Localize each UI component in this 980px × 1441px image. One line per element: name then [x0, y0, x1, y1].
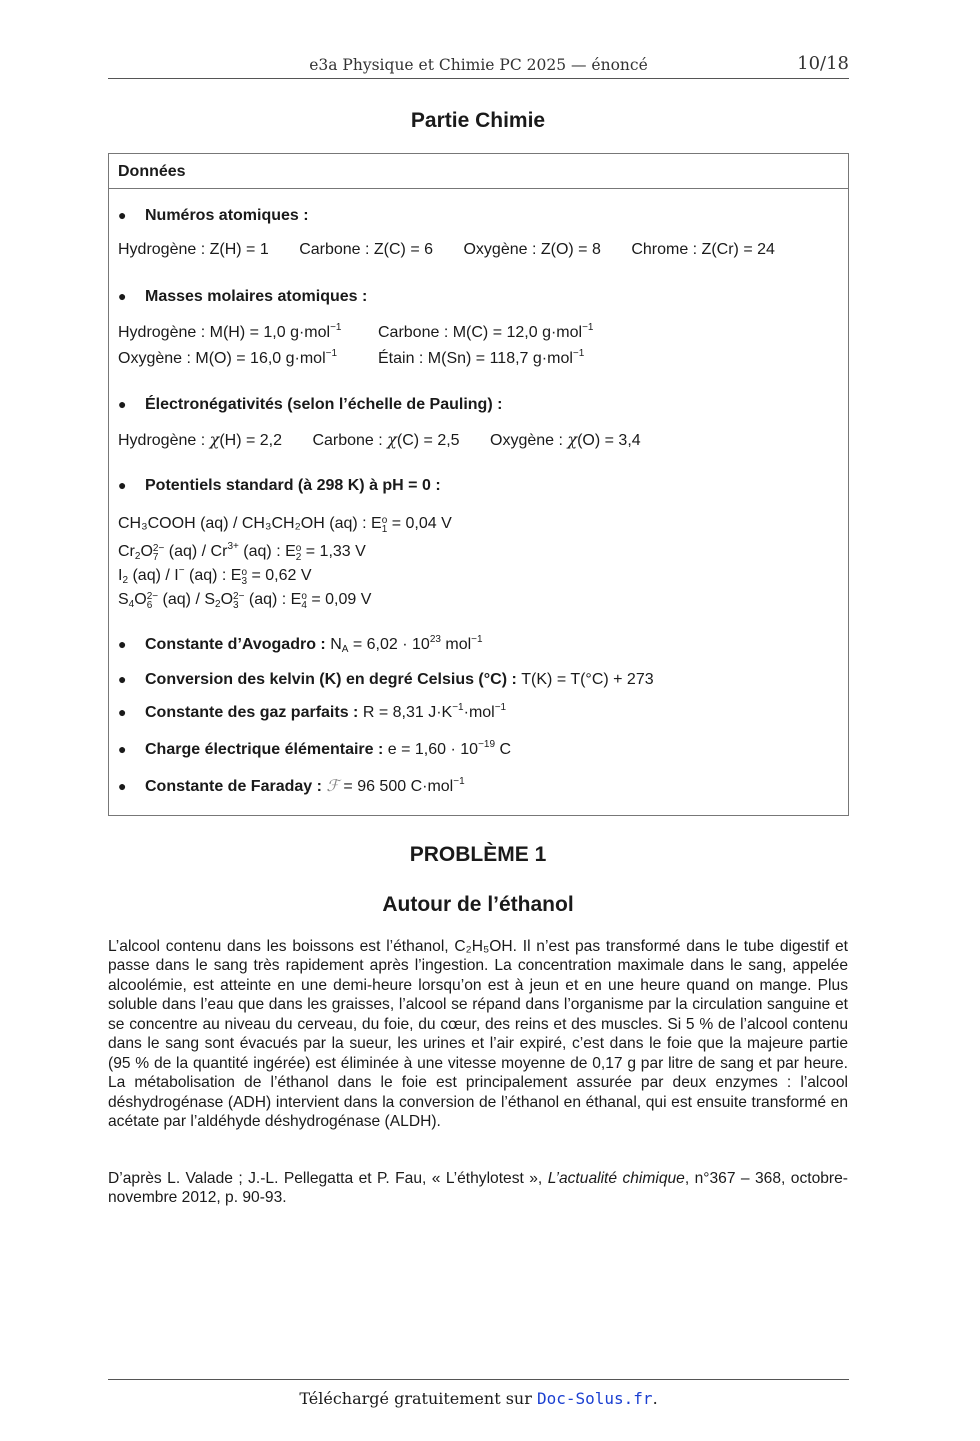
- header-title: e3a Physique et Chimie PC 2025 — énoncé: [309, 56, 648, 74]
- intro-paragraph: L’alcool contenu dans les boissons est l’éthanol, C₂H₅OH. Il n’est pas transformé dans le tube digestif et passe dans le sang très rapidement après l’ingestion. La concentration maximale dans le sang, appelée alcoolémie, est atteinte en une demi-heure lorsqu’on est à jeun et en une heure quand on mange. Plus soluble dans l’eau que dans les graisses, l’alcool se répand dans l’organisme par la circulation sanguine et se concentre au niveau du cerveau, du foie, du cœur, des reins et des muscles. Si 5 % de l’alcool contenu dans le sang sont évacués par la sueur, les urines et l’air expiré, c’est dans le foie que la majeure partie (95 % de la quantité ingérée) est éliminée à une vitesse moyenne de 0,17 g par litre de sang et par heure. La métabolisation de l’éthanol dans le foie est principalement assurée par deux enzymes : l’alcool déshydrogénase (ADH) intervient dans la conversion de l’éthanol en éthanal, qui est ensuite transformé en acétate par l’aldéhyde déshydrogénase (ALDH).: [108, 938, 848, 1131]
- data-box: [108, 153, 849, 816]
- bullet-icon: ●: [118, 477, 127, 493]
- problem-subtitle: Autour de l’éthanol: [382, 893, 574, 916]
- page-footer: [108, 1379, 849, 1408]
- bullet-icon: ●: [118, 396, 127, 412]
- potentials-heading: ● Potentiels standard (à 298 K) à pH = 0 :: [118, 477, 441, 494]
- reference-paragraph: D’après L. Valade ; J.-L. Pellegatta et P. Fau, « L’éthylotest », L’actualité chimique, n°367 – 368, octobre-novembre 2012, p. 90-93.: [108, 1170, 848, 1207]
- page-number: 10/18: [797, 53, 849, 74]
- doc-solus-link[interactable]: Doc-Solus.fr: [536, 1389, 653, 1408]
- journal-title: L’actualité chimique: [547, 1170, 685, 1187]
- molar-masses-line-2: Oxygène : M(O) = 16,0 g·mol$^{-1}$ Étain : M(Sn) = 118,7 g·mol$^{-1}$: [118, 348, 585, 367]
- elementary-charge: ● Charge électrique élémentaire : $e = 1,60 \cdot 10^{-19}$ C: [118, 739, 512, 758]
- potential-e2: $Cr_2O2-$ 7 $(aq) / Cr^{3+}$ (aq) : Eo 2 = 1,33 V: [118, 541, 366, 563]
- potential-e3: $I_2$ (aq) / I− (aq) : Eo 3 = 0,62 V: [118, 565, 312, 587]
- data-box-header: [109, 154, 848, 189]
- potential-e4: $S_4O2-$ 6 $(aq) / S_2O2-$ 3 (aq) : Eo 4 = 0,09 V: [118, 591, 372, 611]
- electronegativity-heading: ● Électronégativités (selon l’échelle de Pauling) :: [118, 396, 503, 413]
- molar-masses-line-1: Hydrogène : M(H) = 1,0 g·mol$^{-1}$ Carbone : M(C) = 12,0 g·mol$^{-1}$: [118, 322, 594, 341]
- bullet-icon: ●: [118, 704, 127, 720]
- bullet-icon: ●: [118, 778, 127, 794]
- data-box-title: Données: [118, 163, 186, 180]
- part-title: Partie Chimie: [410, 109, 546, 132]
- electronegativity-line: Hydrogène : χ(H) = 2,2 Carbone : χ(C) = 2,5 Oxygène : χ(O) = 3,4: [118, 430, 641, 449]
- bullet-icon: ●: [118, 741, 127, 757]
- page-header: [108, 52, 849, 79]
- bullet-icon: ●: [118, 207, 127, 223]
- potential-e1: CH₃COOH (aq) / CH₃CH₂OH (aq) : Eo 1 = 0,04 V: [118, 515, 452, 535]
- bullet-icon: ●: [118, 671, 127, 687]
- footer-text: Téléchargé gratuitement sur Doc-Solus.fr.: [299, 1389, 658, 1408]
- gas-constant: ● Constante des gaz parfaits : R = 8,31 $J\cdot K^{-1}\cdot mol^{-1}$: [118, 702, 507, 721]
- atomic-numbers-line: Hydrogène : Z(H) = 1 Carbone : Z(C) = 6 Oxygène : Z(O) = 8 Chrome : Z(Cr) = 24: [118, 241, 775, 258]
- kelvin-conversion: ● Conversion des kelvin (K) en degré Celsius (°C) : T(K) = T(°C) + 273: [118, 671, 654, 688]
- faraday-constant: ● Constante de Faraday : ℱ = 96 500 C·mol$^{-1}$: [118, 776, 465, 795]
- problem-title: PROBLÈME 1: [409, 843, 547, 866]
- bullet-icon: ●: [118, 288, 127, 304]
- atomic-numbers-heading: ● Numéros atomiques :: [118, 207, 309, 224]
- avogadro-constant: ● Constante d’Avogadro : $N_A = 6,02 \cdot 10^{23}$ mol$^{-1}$: [118, 634, 483, 655]
- molar-masses-heading: ● Masses molaires atomiques :: [118, 288, 368, 305]
- bullet-icon: ●: [118, 636, 127, 652]
